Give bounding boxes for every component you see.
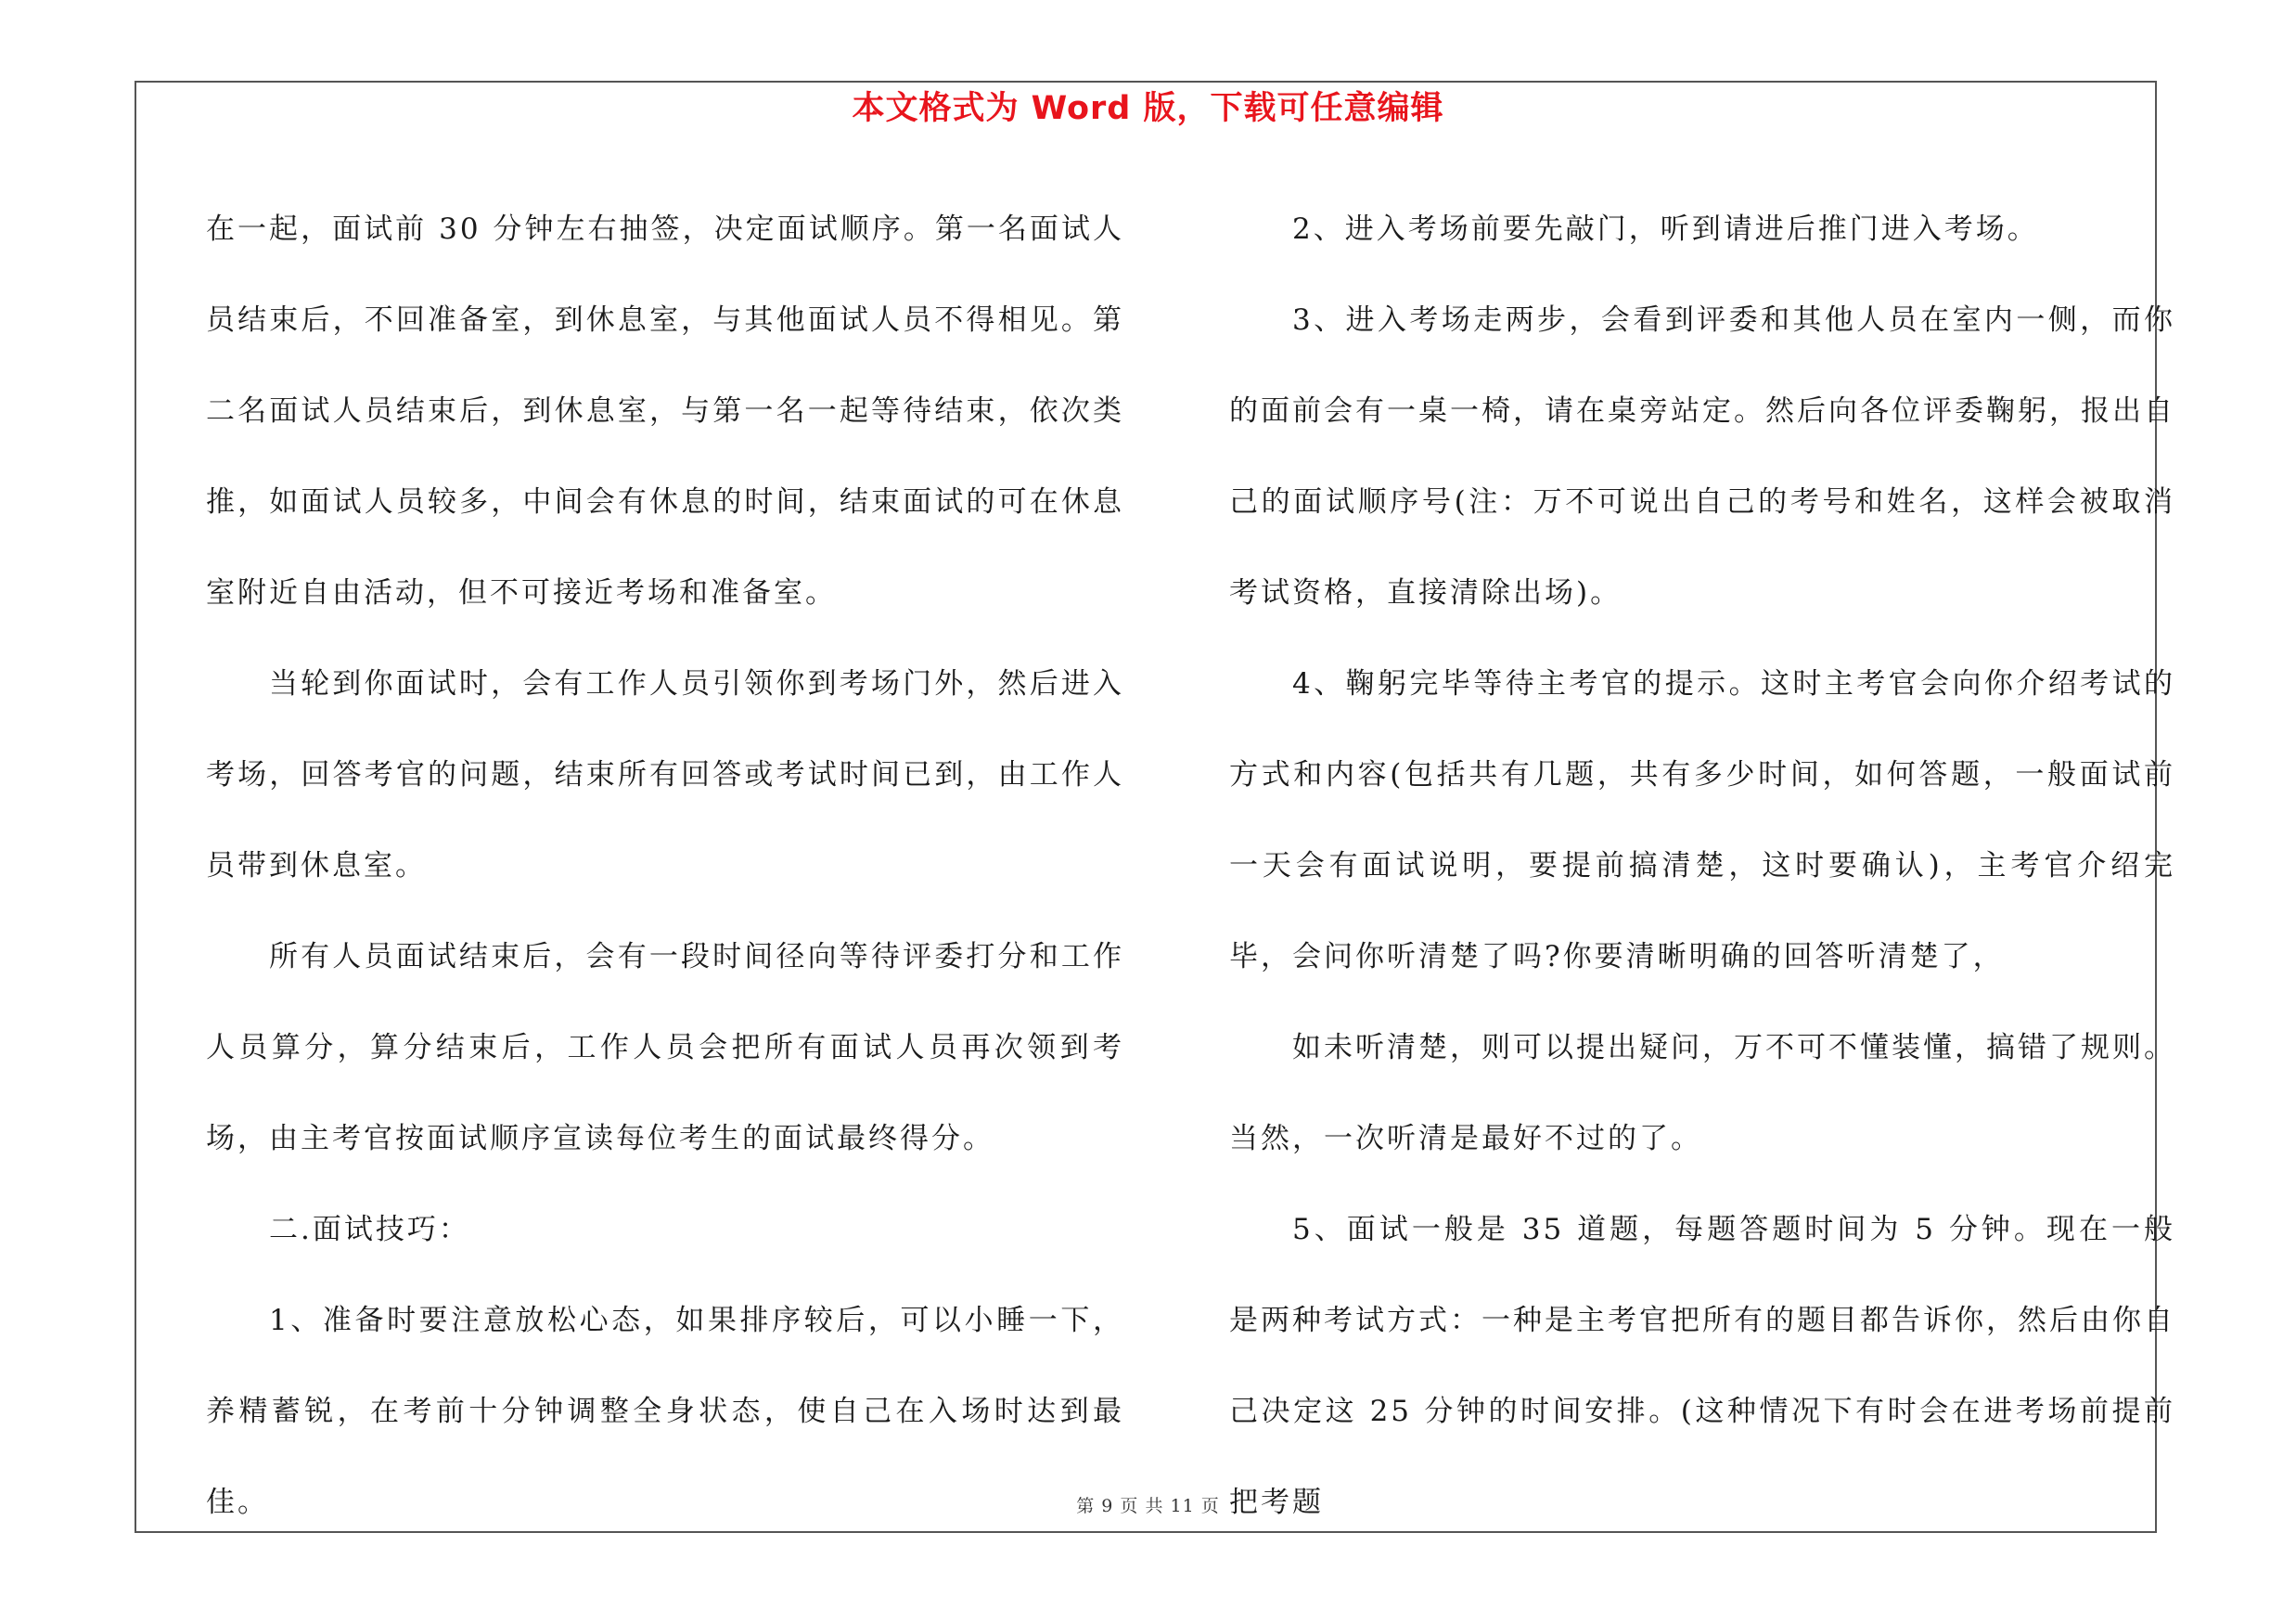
paragraph: 2、进入考场前要先敲门，听到请进后推门进入考场。 [1292, 213, 2039, 246]
paragraph: 当轮到你面试时，会有工作人员引领你到考场门外，然后进入考场，回答考官的问题，结束所有回答或考试时间已到，由工作人员带到休息室。 [206, 667, 1124, 882]
format-banner: 本文格式为 Word 版，下载可任意编辑 [852, 90, 1444, 127]
paragraph: 如未听清楚，则可以提出疑问，万不可不懂装懂，搞错了规则。当然，一次听清是最好不过的了。 [1229, 1031, 2175, 1155]
left-column [206, 184, 1124, 1548]
paragraph: 在一起，面试前 30 分钟左右抽签，决定面试顺序。第一名面试人员结束后，不回准备室，到休息室，与其他面试人员不得相见。第二名面试人员结束后，到休息室，与第一名一起等待结束，依次类推，如面试人员较多，中间会有休息的时间，结束面试的可在休息室附近自由活动，但不可接近考场和准备室。 [206, 213, 1124, 610]
section-heading: 二.面试技巧： [269, 1213, 470, 1246]
paragraph: 3、进入考场走两步，会看到评委和其他人员在室内一侧，而你的面前会有一桌一椅，请在桌旁站定。然后向各位评委鞠躬，报出自己的面试顺序号(注：万不可说出自己的考号和姓名，这样会被取消考试资格，直接清除出场)。 [1229, 303, 2175, 610]
paragraph: 5、面试一般是 35 道题，每题答题时间为 5 分钟。现在一般是两种考试方式：一种是主考官把所有的题目都告诉你，然后由你自己决定这 25 分钟的时间安排。(这种情况下有时会在进考场前提前把考题 [1229, 1213, 2175, 1519]
right-column [1229, 184, 2175, 1548]
paragraph: 1、准备时要注意放松心态，如果排序较后，可以小睡一下，养精蓄锐，在考前十分钟调整全身状态，使自己在入场时达到最佳。 [206, 1304, 1124, 1519]
paragraph: 4、鞠躬完毕等待主考官的提示。这时主考官会向你介绍考试的方式和内容(包括共有几题，共有多少时间，如何答题，一般面试前一天会有面试说明，要提前搞清楚，这时要确认)，主考官介绍完毕，会问你听清楚了吗?你要清晰明确的回答听清楚了， [1229, 667, 2175, 973]
page-number: 第 9 页 共 11 页 [1076, 1496, 1220, 1516]
paragraph: 所有人员面试结束后，会有一段时间径向等待评委打分和工作人员算分，算分结束后，工作人员会把所有面试人员再次领到考场，由主考官按面试顺序宣读每位考生的面试最终得分。 [206, 940, 1124, 1155]
